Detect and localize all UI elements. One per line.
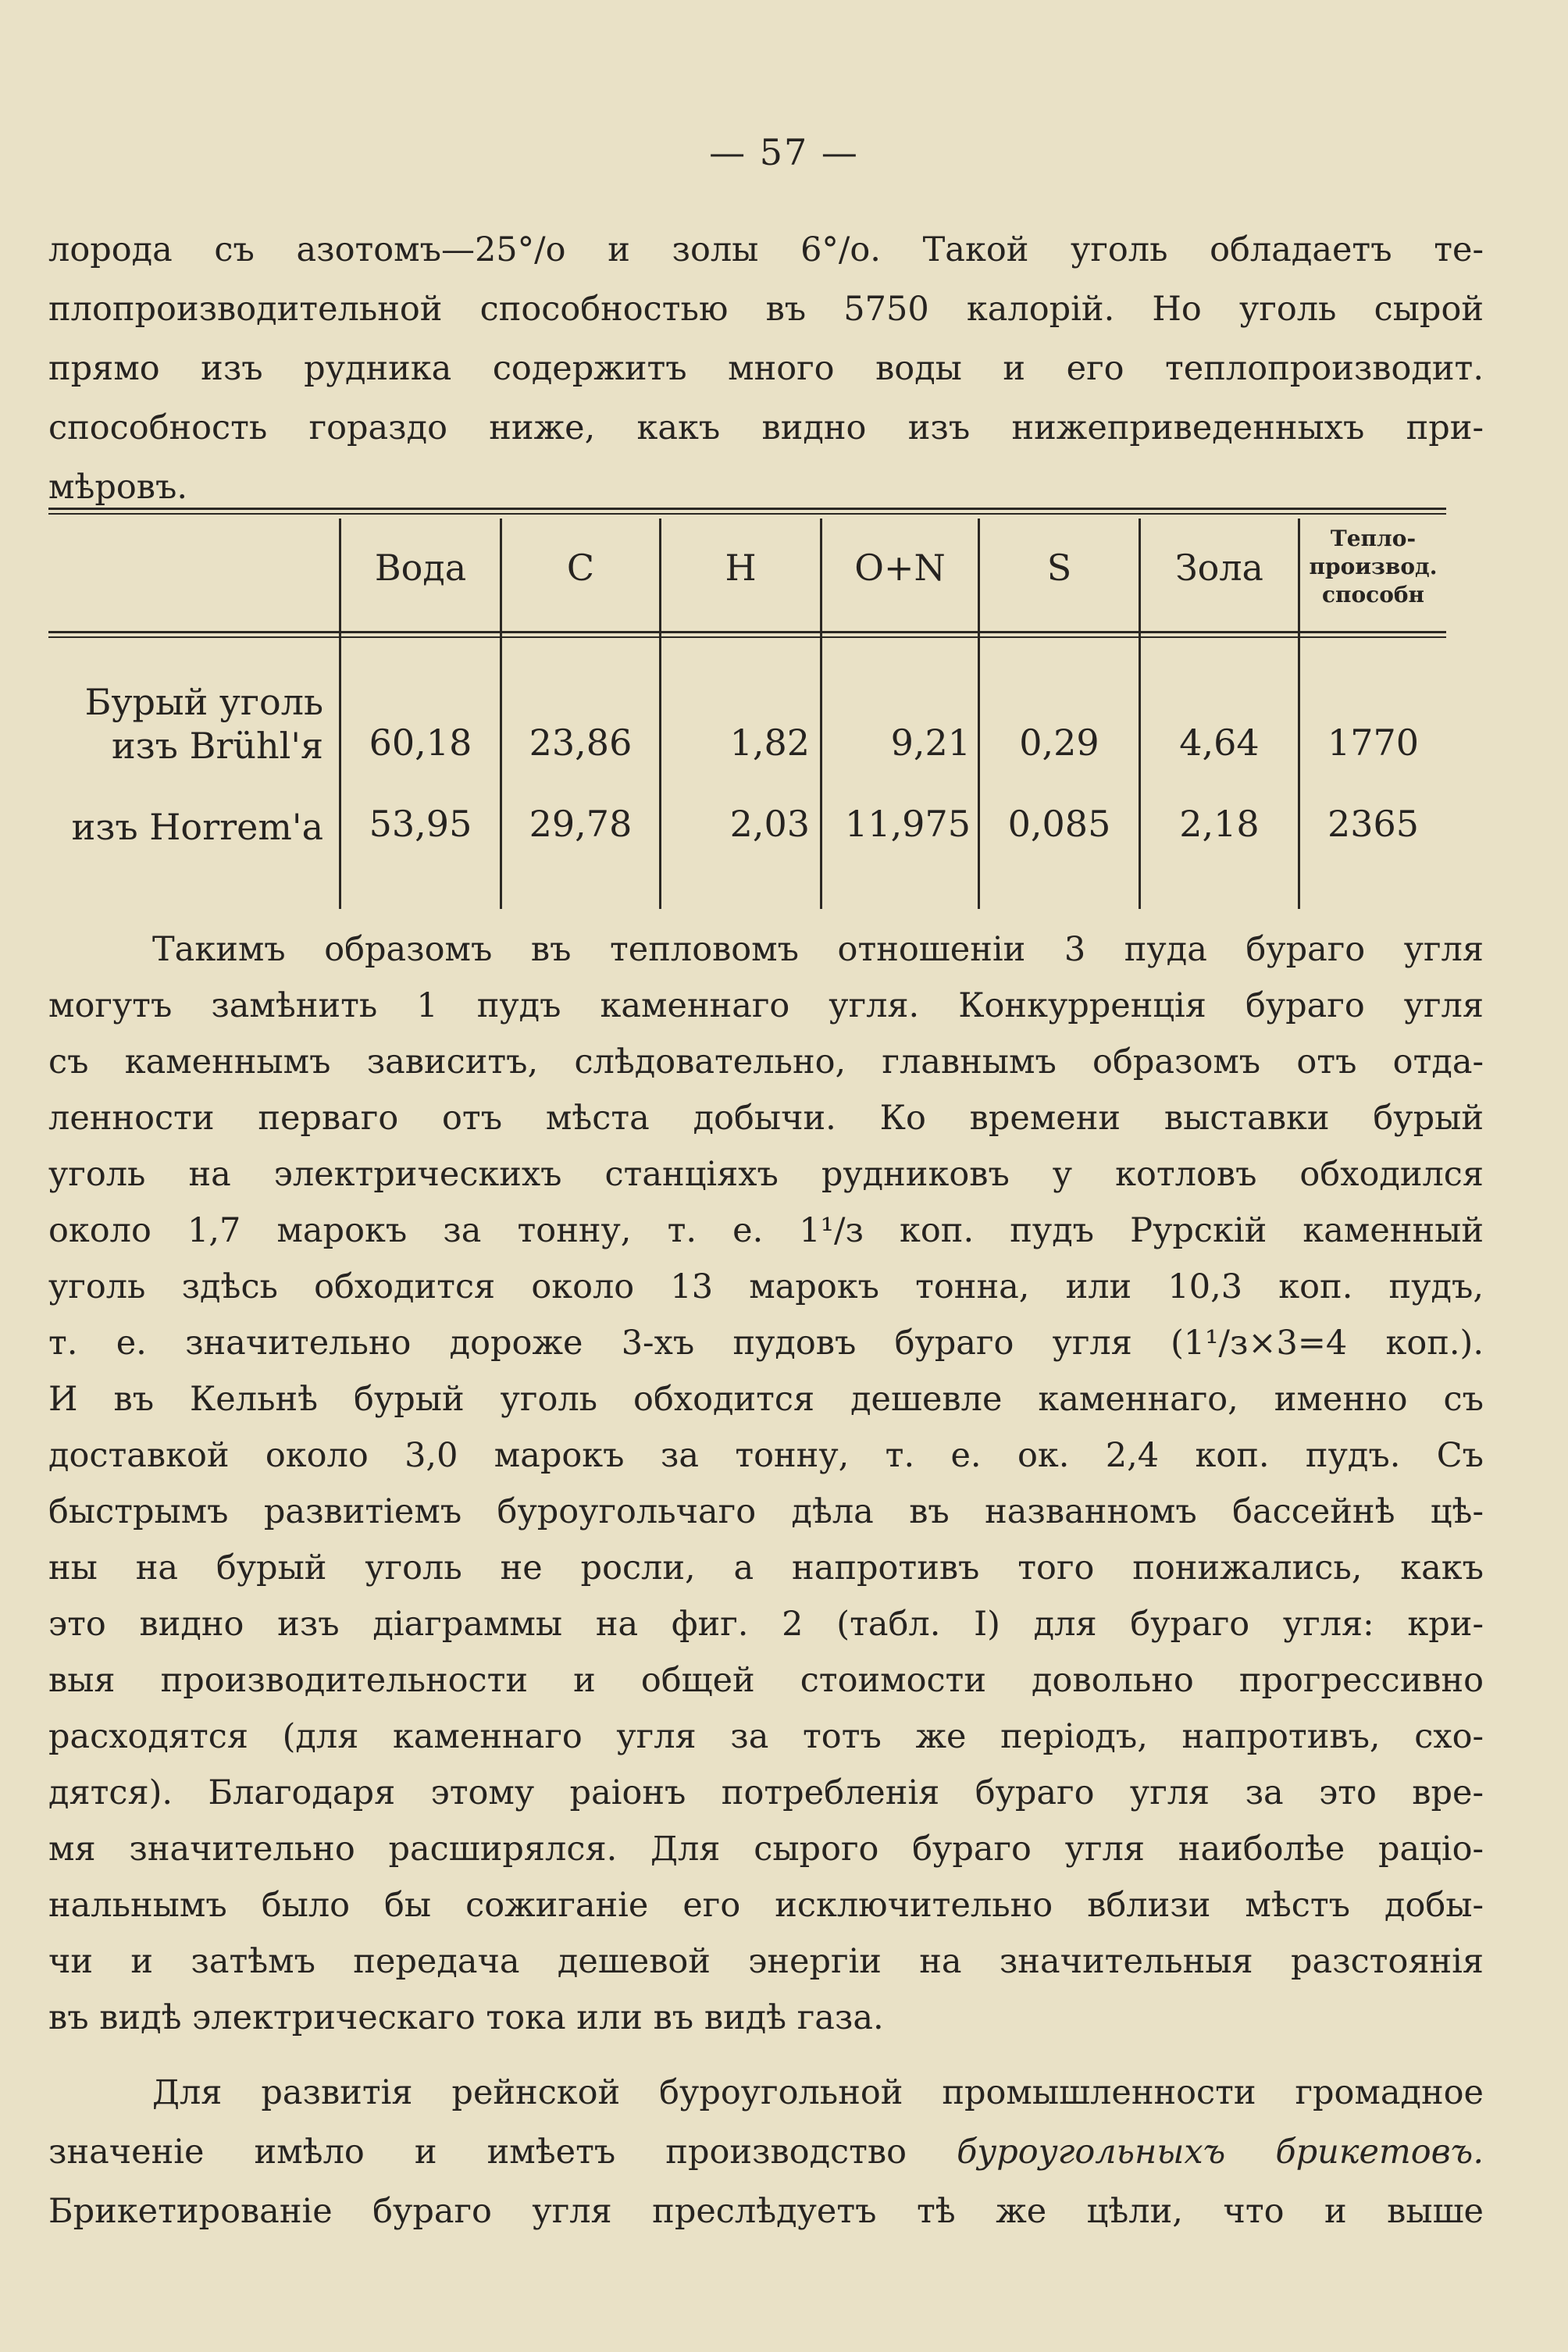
body-line: ны на бурый уголь не росли, а напротивъ того понижались, какъ xyxy=(48,1548,1484,1588)
body-line: Такимъ образомъ въ тепловомъ отношеніи 3 пуда бураго угля xyxy=(152,930,1484,969)
table-rule-header-thin xyxy=(48,636,1446,638)
intro-line: мѣровъ. xyxy=(48,468,188,507)
body-line: расходятся (для каменнаго угля за тотъ же періодъ, напротивъ, схо- xyxy=(48,1717,1484,1756)
intro-line: прямо изъ рудника содержитъ много воды и его теплопроизводит. xyxy=(48,349,1484,388)
body-line: около 1,7 марокъ за тонну, т. е. 1¹/з коп. пудъ Рурскій каменный xyxy=(48,1211,1484,1250)
table-cell: 53,95 xyxy=(369,803,472,845)
body-line: уголь здѣсь обходится около 13 марокъ тонна, или 10,3 коп. пудъ, xyxy=(48,1267,1484,1306)
table-row-label: изъ Horrem'a xyxy=(71,806,323,848)
page-number: — 57 — xyxy=(709,131,859,173)
table-rule-top xyxy=(48,508,1446,510)
body-line: нальнымъ было бы сожиганіе его исключительно вблизи мѣстъ добы- xyxy=(48,1886,1484,1925)
body-line: ленности перваго отъ мѣста добычи. Ко времени выставки бурый xyxy=(48,1099,1484,1138)
body-line: Для развитія рейнской буроугольной промышленности громадное xyxy=(152,2073,1484,2112)
body-line: съ каменнымъ зависитъ, слѣдовательно, главнымъ образомъ отъ отда- xyxy=(48,1042,1484,1082)
table-cell: 2,03 xyxy=(729,803,810,845)
body-line: могутъ замѣнить 1 пудъ каменнаго угля. Конкурренція бураго угля xyxy=(48,986,1484,1025)
body-text: значеніе имѣло и имѣетъ производство xyxy=(48,2133,957,2172)
intro-line: способность гораздо ниже, какъ видно изъ нижеприведенныхъ при- xyxy=(48,408,1484,447)
table-header-water: Вода xyxy=(374,547,467,589)
body-line: въ видѣ электрическаго тока или въ видѣ газа. xyxy=(48,1998,884,2037)
table-cell: 1,82 xyxy=(729,722,810,764)
table-cell: 29,78 xyxy=(529,803,633,845)
body-line: т. е. значительно дороже 3-хъ пудовъ бураго угля (1¹/з×3=4 коп.). xyxy=(48,1324,1484,1363)
body-line: доставкой около 3,0 марокъ за тонну, т. е. ок. 2,4 коп. пудъ. Съ xyxy=(48,1436,1484,1475)
composition-table xyxy=(48,506,1446,912)
table-header-ash: Зола xyxy=(1174,547,1263,589)
table-cell: 2,18 xyxy=(1179,803,1260,845)
table-header-oxygen-nitrogen: O+N xyxy=(854,547,946,589)
table-cell: 4,64 xyxy=(1179,722,1260,764)
table-header-heat-capacity: производ. xyxy=(1309,554,1438,579)
table-cell: 23,86 xyxy=(529,722,633,764)
body-line: чи и затѣмъ передача дешевой энергіи на значительныя разстоянія xyxy=(48,1942,1484,1981)
body-line: Брикетированіе бураго угля преслѣдуетъ тѣ же цѣли, что и выше xyxy=(48,2192,1484,2231)
table-cell: 11,975 xyxy=(845,803,971,845)
table-row-label: изъ Brühl'я xyxy=(111,725,323,767)
body-line: выя производительности и общей стоимости довольно прогрессивно xyxy=(48,1661,1484,1700)
table-header-hydrogen: H xyxy=(725,547,757,589)
body-line: быстрымъ развитіемъ буроугольчаго дѣла въ названномъ бассейнѣ цѣ- xyxy=(48,1492,1484,1531)
table-cell: 0,29 xyxy=(1019,722,1099,764)
table-cell: 9,21 xyxy=(890,722,971,764)
table-cell: 1770 xyxy=(1327,722,1420,764)
body-line xyxy=(48,2130,1484,2174)
body-line: это видно изъ діаграммы на фиг. 2 (табл. I) для бураго угля: кри- xyxy=(48,1605,1484,1644)
intro-line: лорода съ азотомъ—25°/о и золы 6°/о. Такой уголь обладаетъ те- xyxy=(48,230,1484,269)
body-line: И въ Кельнѣ бурый уголь обходится дешевле каменнаго, именно съ xyxy=(48,1380,1484,1419)
table-rule-top-thin xyxy=(48,513,1446,515)
table-rule-header xyxy=(48,631,1446,633)
table-row-label: Бурый уголь xyxy=(84,681,323,723)
emphasis-text: буроугольныхъ брикетовъ. xyxy=(957,2133,1484,2172)
table-cell: 0,085 xyxy=(1007,803,1111,845)
body-line: уголь на электрическихъ станціяхъ рудниковъ у котловъ обходился xyxy=(48,1155,1484,1194)
table-cell: 2365 xyxy=(1327,803,1420,845)
table-header-sulfur: S xyxy=(1046,547,1072,589)
table-header-heat-capacity: Тепло- xyxy=(1330,526,1417,551)
intro-line: плопроизводительной способностью въ 5750 калорій. Но уголь сырой xyxy=(48,290,1484,329)
table-header-heat-capacity: способн xyxy=(1321,582,1425,608)
table-cell: 60,18 xyxy=(369,722,472,764)
table-header-carbon: C xyxy=(566,547,595,589)
body-line: мя значительно расширялся. Для сырого бураго угля наиболѣе раціо- xyxy=(48,1830,1484,1869)
body-line: дятся). Благодаря этому раіонъ потребленія бураго угля за это вре- xyxy=(48,1773,1484,1812)
